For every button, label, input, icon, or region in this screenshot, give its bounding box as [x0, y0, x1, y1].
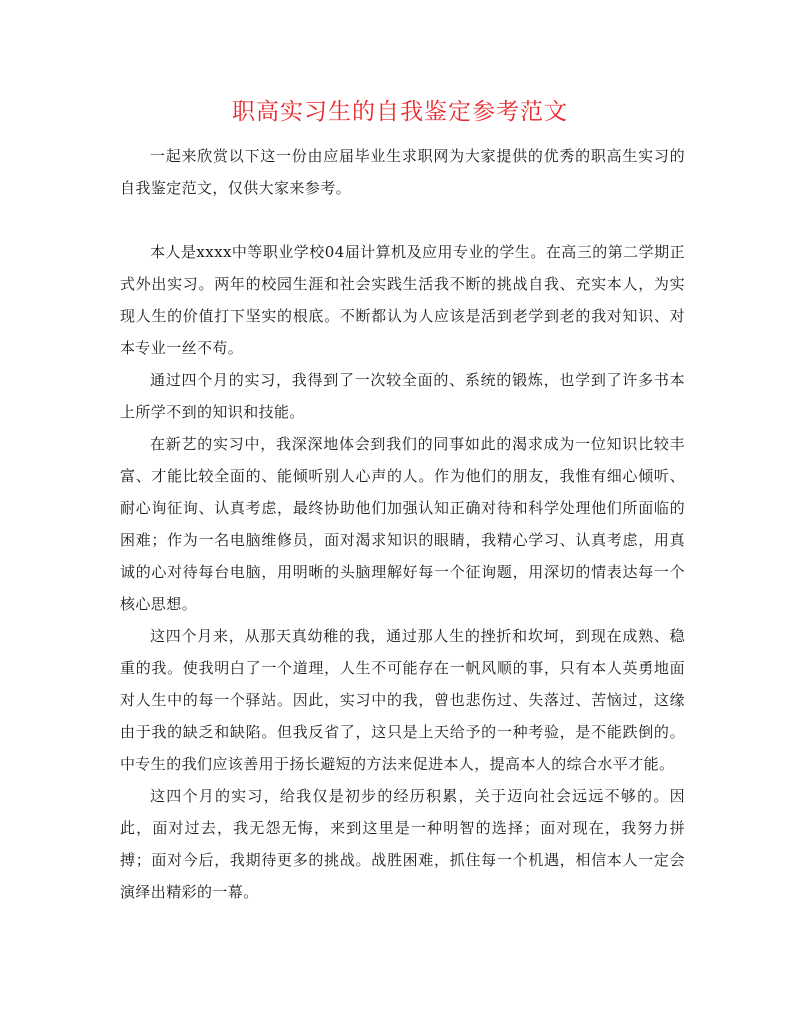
paragraph-intro: 一起来欣赏以下这一份由应届毕业生求职网为大家提供的优秀的职高生实习的自我鉴定范文，仅供大家来参考。	[120, 147, 685, 197]
document-body	[120, 140, 685, 908]
paragraph-personal-growth: 这四个月来，从那天真幼稚的我，通过那人生的挫折和坎坷，到现在成熟、稳重的我。使我明白了一个道理，人生不可能存在一帆风顺的事，只有本人英勇地面对人生中的每一个驿站。因此，实习中的我，曾也悲伤过、失落过、苦恼过，这缘由于我的缺乏和缺陷。但我反省了，这只是上天给予的一种考验，是不能跌倒的。中专生的我们应该善用于扬长避短的方法来促进本人，提高本人的综合水平才能。	[120, 627, 685, 773]
paragraph-self-introduction: 本人是xxxx中等职业学校04届计算机及应用专业的学生。在高三的第二学期正式外出实习。两年的校园生涯和社会实践生活我不断的挑战自我、充实本人，为实现人生的价值打下坚实的根底。不断都认为人应该是活到老学到老的我对知识、对本专业一丝不苟。	[120, 243, 685, 357]
document-title: 职高实习生的自我鉴定参考范文	[232, 99, 568, 125]
paragraph-training-summary: 通过四个月的实习，我得到了一次较全面的、系统的锻炼，也学到了许多书本上所学不到的知识和技能。	[120, 371, 685, 421]
paragraph-conclusion: 这四个月的实习，给我仅是初步的经历积累，关于迈向社会远远不够的。因此，面对过去，我无怨无悔，来到这里是一种明智的选择；面对现在，我努力拼搏；面对今后，我期待更多的挑战。战胜困难，抓住每一个机遇，相信本人一定会演绎出精彩的一幕。	[120, 787, 685, 901]
paragraph-work-experience: 在新艺的实习中，我深深地体会到我们的同事如此的渴求成为一位知识比较丰富、才能比较全面的、能倾听别人心声的人。作为他们的朋友，我惟有细心倾听、耐心询征询、认真考虑，最终协助他们加强认知正确对待和科学处理他们所面临的困难；作为一名电脑维修员，面对渴求知识的眼睛，我精心学习、认真考虑，用真诚的心对待每台电脑，用明晰的头脑理解好每一个征询题，用深切的情表达每一个核心思想。	[120, 435, 685, 613]
